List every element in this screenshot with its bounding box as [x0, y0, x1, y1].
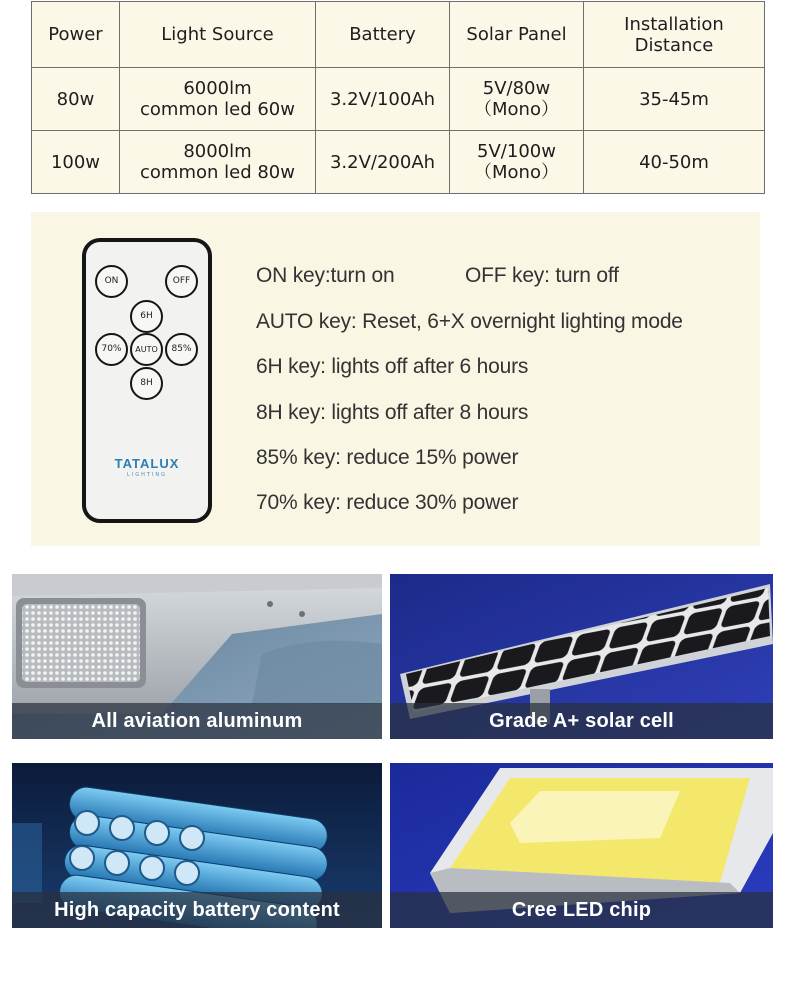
- header-solar-panel: Solar Panel: [450, 2, 584, 68]
- table-row: [32, 131, 765, 194]
- feature-caption: Grade A+ solar cell: [390, 703, 773, 739]
- feature-caption: Cree LED chip: [390, 892, 773, 928]
- cell-battery: 3.2V/100Ah: [316, 68, 450, 131]
- remote-key-on: ON: [95, 265, 128, 298]
- cell-solar-panel: 5V/100w （Mono）: [450, 131, 584, 194]
- cell-distance: 40-50m: [584, 131, 765, 194]
- cell-light-source: 6000lm common led 60w: [120, 68, 316, 131]
- desc-85-key: 85% key: reduce 15% power: [256, 446, 519, 469]
- feature-battery: [12, 763, 382, 928]
- feature-solar-cell: [390, 574, 773, 739]
- cell-light-source: 8000lm common led 80w: [120, 131, 316, 194]
- remote-control: [82, 238, 212, 523]
- desc-6h-key: 6H key: lights off after 6 hours: [256, 355, 529, 378]
- cell-distance: 35-45m: [584, 68, 765, 131]
- cell-battery: 3.2V/200Ah: [316, 131, 450, 194]
- brand-subtitle: LIGHTING: [126, 472, 168, 478]
- feature-caption: All aviation aluminum: [12, 703, 382, 739]
- desc-8h-key: 8H key: lights off after 8 hours: [256, 401, 529, 424]
- remote-key-6h: 6H: [130, 300, 163, 333]
- remote-key-auto: AUTO: [130, 333, 163, 366]
- remote-key-8h: 8H: [130, 367, 163, 400]
- header-installation-distance: Installation Distance: [584, 2, 765, 68]
- feature-caption: High capacity battery content: [12, 892, 382, 928]
- cell-power: 80w: [32, 68, 120, 131]
- table-row: [32, 68, 765, 131]
- cell-solar-panel: 5V/80w （Mono）: [450, 68, 584, 131]
- spec-table: [31, 1, 765, 194]
- remote-key-off: OFF: [165, 265, 198, 298]
- remote-key-85: 85%: [165, 333, 198, 366]
- header-power: Power: [32, 2, 120, 68]
- desc-on-key: ON key:turn on: [256, 264, 395, 287]
- desc-70-key: 70% key: reduce 30% power: [256, 491, 519, 514]
- remote-key-70: 70%: [95, 333, 128, 366]
- desc-auto-key: AUTO key: Reset, 6+X overnight lighting mode: [256, 310, 683, 333]
- feature-aluminum: [12, 574, 382, 739]
- table-header-row: [32, 2, 765, 68]
- feature-led-chip: [390, 763, 773, 928]
- header-battery: Battery: [316, 2, 450, 68]
- desc-off-key: OFF key: turn off: [465, 264, 619, 287]
- header-light-source: Light Source: [120, 2, 316, 68]
- cell-power: 100w: [32, 131, 120, 194]
- remote-panel: [31, 212, 760, 546]
- brand-logo: TATALUX: [114, 456, 180, 471]
